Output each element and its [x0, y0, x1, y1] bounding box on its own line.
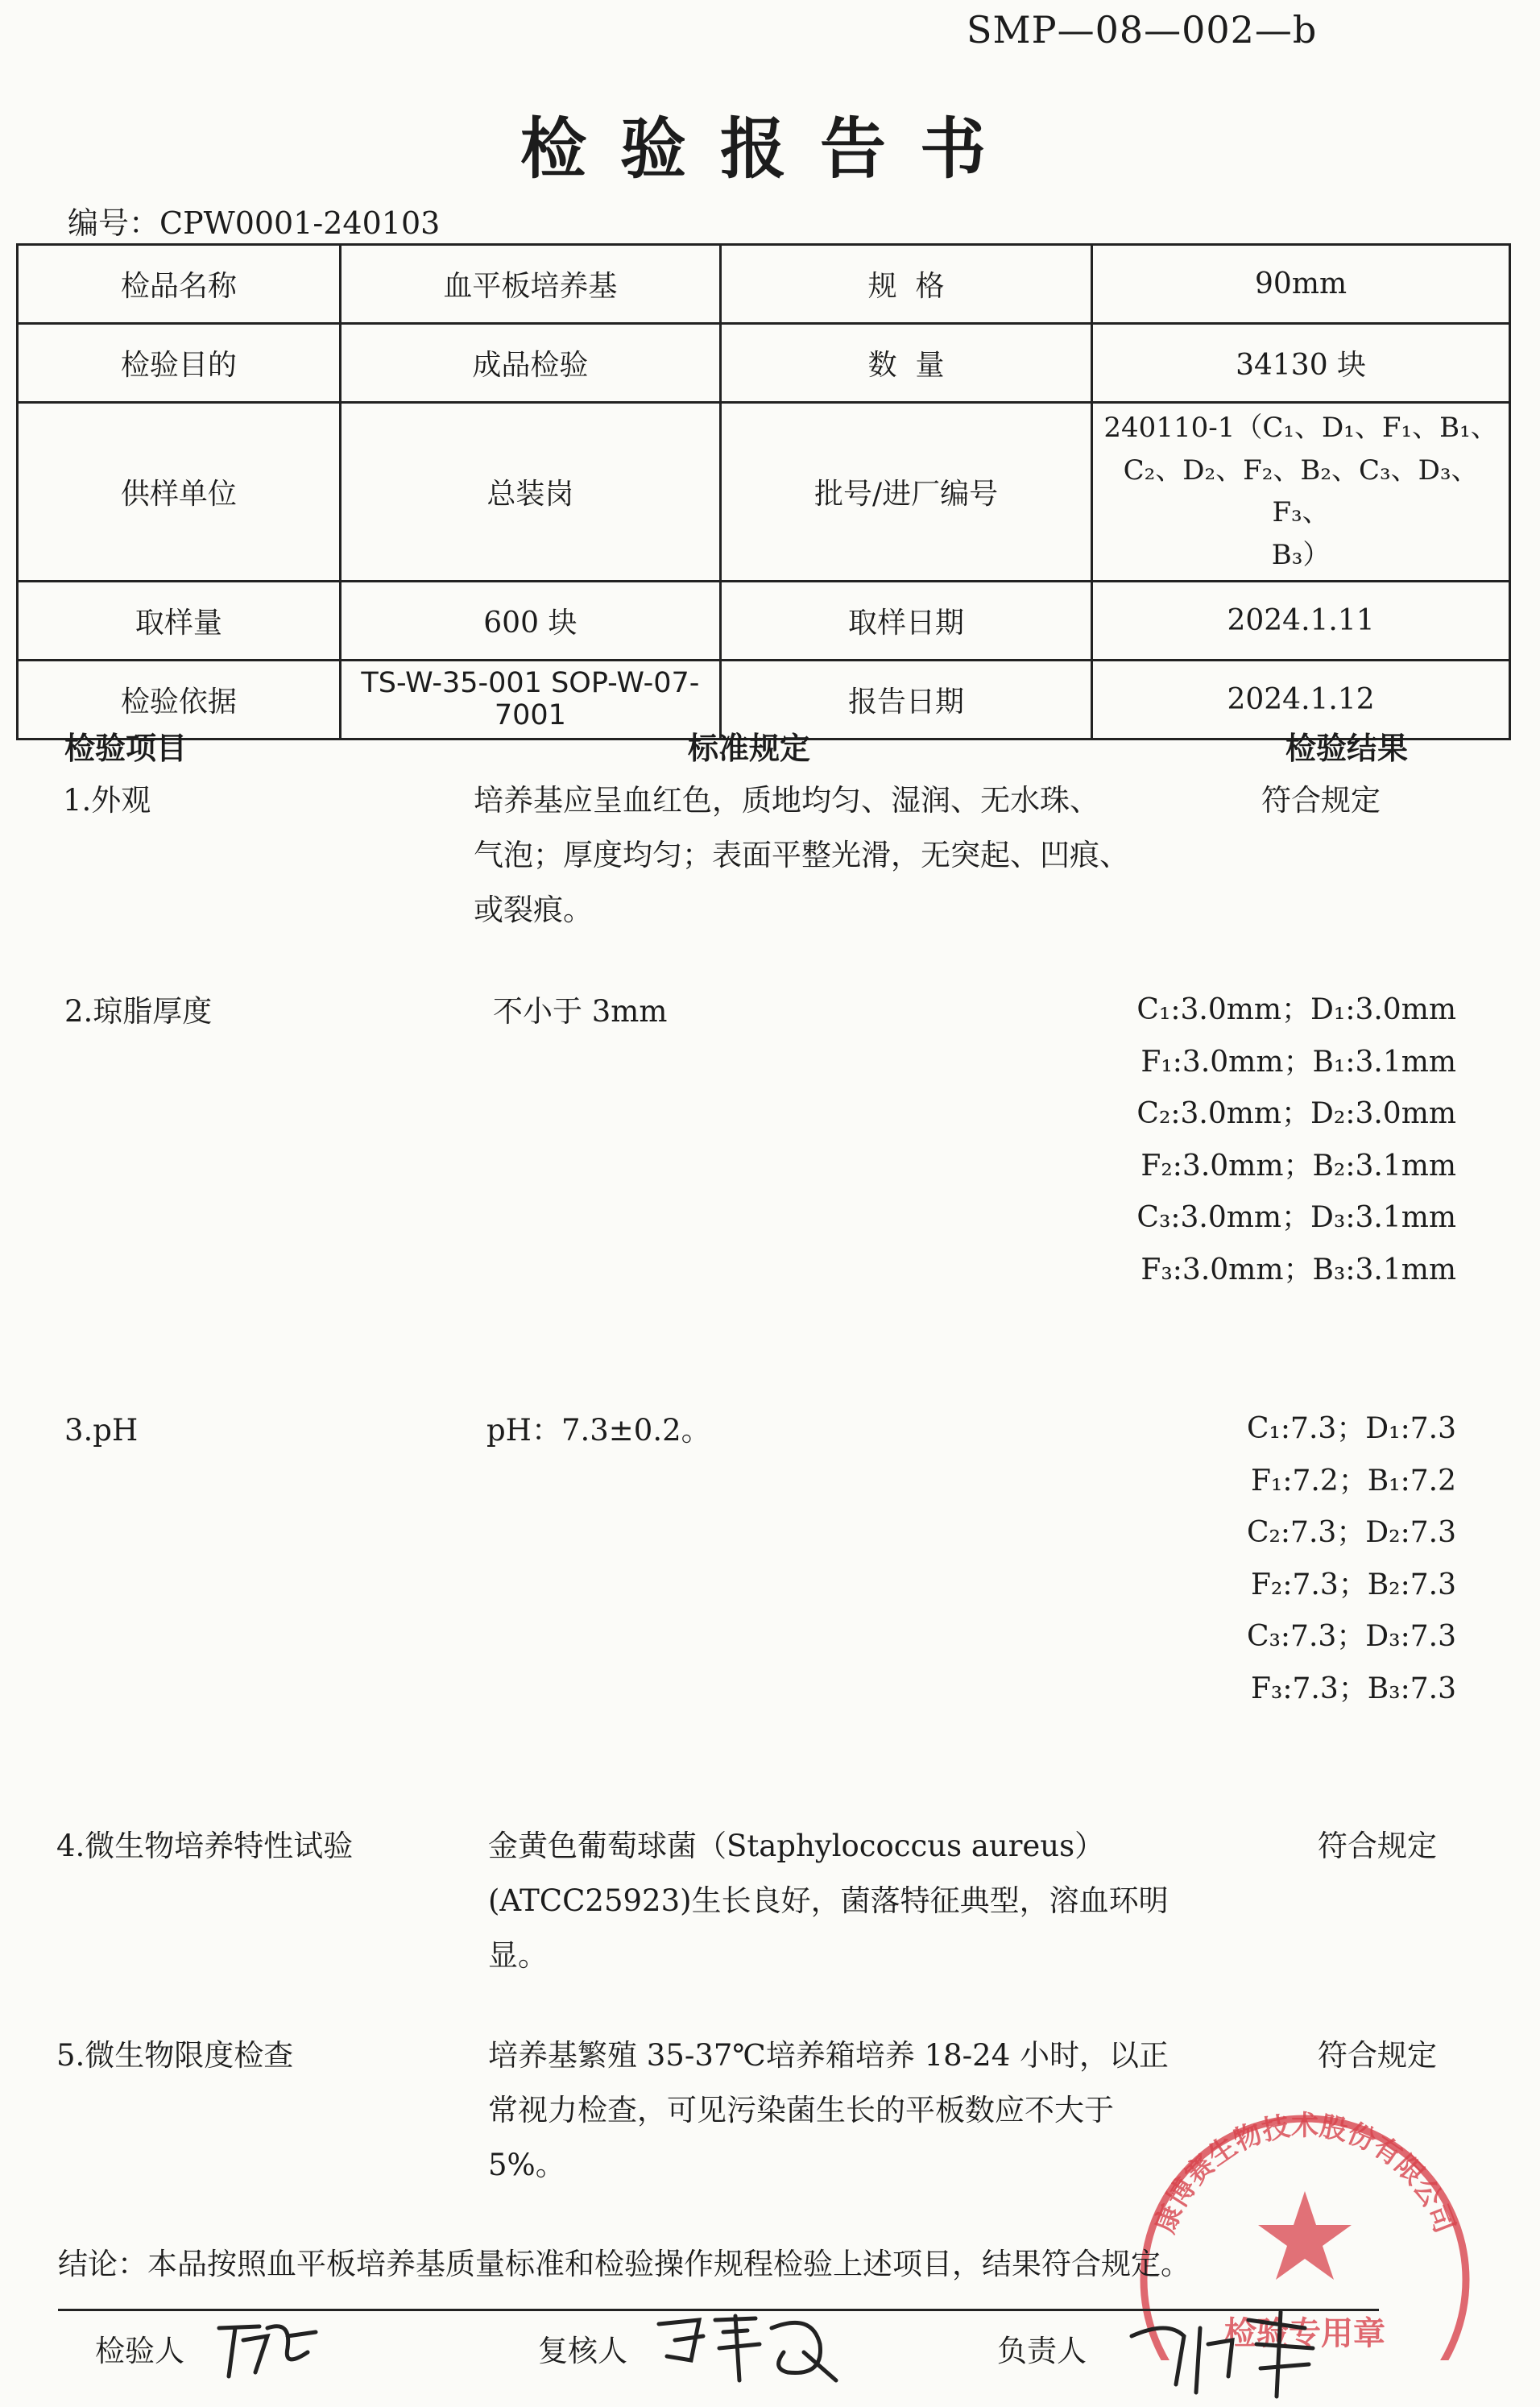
test-thickness-name: 2.琼脂厚度 — [64, 994, 213, 1029]
conclusion: 结论：本品按照血平板培养基质量标准和检验操作规程检验上述项目，结果符合规定。 — [58, 2247, 1190, 2281]
result-line: F₂:7.3；B₂:7.3 — [1250, 1568, 1456, 1601]
quantity-value: 34130 块 — [1092, 324, 1510, 403]
report-date-label: 报告日期 — [720, 660, 1091, 739]
standard-line: 或裂痕。 — [474, 893, 593, 927]
table-row — [18, 581, 1510, 660]
star-icon — [1258, 2191, 1352, 2280]
info-table — [16, 243, 1511, 740]
report-number: 编号：CPW0001-240103 — [68, 205, 441, 241]
sample-qty-value: 600 块 — [340, 581, 720, 660]
report-date-value: 2024.1.12 — [1092, 660, 1510, 739]
test-appearance-result: 符合规定 — [1261, 783, 1381, 818]
result-line: C₂:7.3；D₂:7.3 — [1246, 1516, 1456, 1549]
supplier-label: 供样单位 — [18, 403, 341, 582]
basis-value: TS-W-35-001 SOP-W-07-7001 — [340, 660, 720, 739]
standard-line: 培养基繁殖 35-37℃培养箱培养 18-24 小时，以正 — [488, 2038, 1169, 2073]
batch-line: C₂、D₂、F₂、B₂、C₃、D₃、F₃、 — [1123, 454, 1479, 529]
result-line: C₃:7.3；D₃:7.3 — [1246, 1620, 1456, 1653]
sample-date-label: 取样日期 — [720, 581, 1091, 660]
purpose-label: 检验目的 — [18, 324, 341, 403]
test-culture-standard — [488, 1819, 1169, 1983]
product-name-label: 检品名称 — [18, 245, 341, 324]
purpose-value: 成品检验 — [340, 324, 720, 403]
test-thickness-standard: 不小于 3mm — [493, 994, 668, 1029]
test-limit-name: 5.微生物限度检查 — [56, 2038, 294, 2073]
standard-line: 金黄色葡萄球菌（Staphylococcus aureus） — [488, 1829, 1105, 1863]
batch-value — [1092, 403, 1510, 582]
header-item: 检验项目 — [64, 730, 188, 766]
test-limit-standard — [488, 2028, 1169, 2193]
basis-label: 检验依据 — [18, 660, 341, 739]
standard-line: 培养基应呈血红色，质地均匀、湿润、无水珠、 — [474, 783, 1099, 818]
test-thickness-results — [1047, 984, 1456, 1296]
product-name: 血平板培养基 — [340, 245, 720, 324]
test-appearance-name: 1.外观 — [63, 783, 151, 818]
spec-value: 90mm — [1092, 245, 1510, 324]
test-culture-result: 符合规定 — [1318, 1829, 1437, 1863]
table-row — [18, 403, 1510, 582]
standard-line: 常视力检查，可见污染菌生长的平板数应不大于 — [488, 2093, 1114, 2127]
test-ph-standard: pH：7.3±0.2。 — [486, 1413, 711, 1448]
standard-line: 5%。 — [488, 2148, 565, 2182]
reviewer-signature — [651, 2304, 844, 2392]
stamp-arc-text: 康博赛生物技术股份有限公司 — [1149, 2110, 1461, 2238]
document-code: SMP—08—002—b — [967, 8, 1318, 52]
document-title: 检验报告书 — [520, 110, 1020, 188]
test-ph-name: 3.pH — [64, 1413, 139, 1448]
result-line: F₁:3.0mm；B₁:3.1mm — [1141, 1045, 1456, 1079]
test-ph-results — [1112, 1403, 1456, 1715]
header-result: 检验结果 — [1285, 730, 1409, 766]
supplier-value: 总装岗 — [340, 403, 720, 582]
responsible-signature — [1120, 2304, 1329, 2401]
batch-line: 240110-1（C₁、D₁、F₁、B₁、 — [1103, 412, 1498, 444]
quantity-label: 数 量 — [720, 324, 1091, 403]
standard-line: 显。 — [488, 1938, 548, 1973]
result-line: C₂:3.0mm；D₂:3.0mm — [1136, 1097, 1456, 1130]
standard-line: 气泡；厚度均匀；表面平整光滑，无突起、凹痕、 — [474, 838, 1129, 872]
spec-label: 规 格 — [720, 245, 1091, 324]
batch-line: B₃） — [1271, 539, 1331, 572]
header-standard: 标准规定 — [688, 730, 811, 766]
result-line: C₁:7.3；D₁:7.3 — [1246, 1412, 1456, 1445]
standard-line: (ATCC25923)生长良好，菌落特征典型，溶血环明 — [488, 1883, 1169, 1918]
result-line: F₃:7.3；B₃:7.3 — [1250, 1672, 1456, 1705]
result-line: C₁:3.0mm；D₁:3.0mm — [1136, 993, 1456, 1026]
table-row — [18, 245, 1510, 324]
result-line: F₂:3.0mm；B₂:3.1mm — [1141, 1149, 1456, 1183]
batch-label: 批号/进厂编号 — [720, 403, 1091, 582]
responsible-label: 负责人 — [997, 2334, 1087, 2368]
sample-date-value: 2024.1.11 — [1092, 581, 1510, 660]
test-appearance-standard — [474, 773, 1129, 938]
test-culture-name: 4.微生物培养特性试验 — [56, 1829, 354, 1863]
result-line: F₁:7.2；B₁:7.2 — [1250, 1464, 1456, 1498]
reviewer-label: 复核人 — [538, 2334, 627, 2368]
table-row — [18, 324, 1510, 403]
inspector-label: 检验人 — [95, 2334, 184, 2368]
test-limit-result: 符合规定 — [1318, 2038, 1437, 2073]
sample-qty-label: 取样量 — [18, 581, 341, 660]
inspector-signature — [211, 2304, 324, 2384]
stamp-subtext: 检验专用章 — [1224, 2315, 1385, 2352]
result-line: F₃:3.0mm；B₃:3.1mm — [1141, 1253, 1456, 1286]
result-line: C₃:3.0mm；D₃:3.1mm — [1136, 1201, 1456, 1234]
